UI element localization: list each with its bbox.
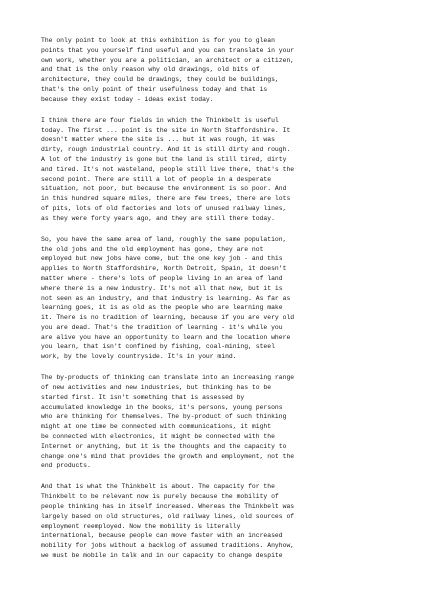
- text-line: where there is a new industry. It's not all that new, but it is: [41, 284, 283, 292]
- paragraph: [41, 373, 391, 471]
- text-line: as they were forty years ago, and they are still there today.: [41, 214, 275, 222]
- text-line: you are dead. That's the tradition of learning - it's while you: [41, 323, 283, 331]
- text-line: own work, whether you are a politician, an architect or a citizen,: [41, 56, 295, 64]
- text-line: the old jobs and the old employment has gone, they are not: [41, 245, 264, 253]
- text-line: So, you have the same area of land, roughly the same population,: [41, 235, 287, 243]
- text-line: employment reemployed. Now the mobility is literally: [41, 522, 241, 530]
- text-line: international, because people can move faster with an increased: [41, 532, 283, 540]
- text-line: be connected with electronics, it might be connected with the: [41, 433, 275, 441]
- text-line: doesn't matter where the site is ... but it was rough, it was: [41, 136, 275, 144]
- text-line: situation, not poor, but because the environment is so poor. And: [41, 185, 287, 193]
- text-line: end products.: [41, 462, 91, 470]
- text-line: not seen as an industry, and that industry is learning. As far as: [41, 294, 291, 302]
- paragraph: [41, 116, 391, 224]
- text-line: people thinking has in itself increased. Whereas the Thinkbelt was: [41, 503, 295, 511]
- text-line: applies to North Staffordshire, North Detroit, Spain, it doesn't: [41, 265, 287, 273]
- text-line: and that is the only reason why old drawings, old bits of: [41, 66, 260, 74]
- text-line: I think there are four fields in which the Thinkbelt is useful: [41, 116, 279, 124]
- text-line: points that you yourself find useful and you can translate in your: [41, 46, 295, 54]
- text-line: And that is what the Thinkbelt is about. The capacity for the: [41, 483, 275, 491]
- text-line: dirty, rough industrial country. And it is still dirty and rough.: [41, 146, 291, 154]
- text-line: it. There is no tradition of learning, because if you are very old: [41, 314, 295, 322]
- text-line: might at one time be connected with communications, it might: [41, 423, 272, 431]
- text-line: you learn, that isn't confined by fishing, coal-mining, steel: [41, 343, 275, 351]
- paragraph: [41, 235, 391, 362]
- text-line: change one's mind that provides the growth and employment, not the: [41, 452, 295, 460]
- text-line: of new activities and new industries, but thinking has to be: [41, 384, 272, 392]
- text-line: accumulated knowledge in the books, it's persons, young persons: [41, 403, 283, 411]
- text-line: The only point to look at this exhibition is for you to glean: [41, 37, 275, 44]
- text-line: today. The first ... point is the site in North Staffordshire. It: [41, 126, 291, 134]
- text-line: Internet or anything, but it is the thoughts and the capacity to: [41, 442, 287, 450]
- text-line: employed but new jobs have come, but the one key job - and this: [41, 255, 283, 263]
- text-line: are alive you have an opportunity to learn and the location where: [41, 333, 291, 341]
- text-line: Thinkbelt to be relevant now is purely because the mobility of: [41, 493, 279, 501]
- text-line: largely based on old structures, old railway lines, old sources of: [41, 512, 295, 520]
- text-line: of pits, lots of old factories and lots of unused railway lines,: [41, 204, 287, 212]
- text-line: started first. It isn't something that is assessed by: [41, 393, 245, 401]
- text-line: The by-products of thinking can translate into an increasing range: [41, 374, 295, 382]
- paragraph: [41, 36, 391, 105]
- text-line: matter where - there's lots of people living in an area of land: [41, 274, 283, 282]
- text-line: and tired. It's not wasteland, people still live there, that's the: [41, 165, 295, 173]
- text-line: learning goes, it is as old as the people who are learning make: [41, 304, 283, 312]
- text-line: who are thinking for themselves. The by-product of such thinking: [41, 413, 287, 421]
- text-line: architecture, they could be drawings, they could be buildings,: [41, 76, 279, 84]
- paragraph: [41, 482, 391, 560]
- text-line: that's the only point of their usefulness today and that is: [41, 85, 268, 93]
- text-line: in this hundred square miles, there are few trees, there are lots: [41, 195, 291, 203]
- text-line: mobility for jobs without a backlog of assumed traditions. Anyhow,: [41, 542, 295, 550]
- text-line: we must be mobile in talk and in our capacity to change despite: [41, 552, 283, 559]
- document-page: [41, 36, 391, 572]
- text-line: second point. There are still a lot of people in a desperate: [41, 175, 272, 183]
- text-line: because they exist today - ideas exist today.: [41, 95, 214, 103]
- text-line: work, by the lovely countryside. It's in your mind.: [41, 353, 237, 361]
- text-line: A lot of the industry is gone but the land is still tired, dirty: [41, 155, 287, 163]
